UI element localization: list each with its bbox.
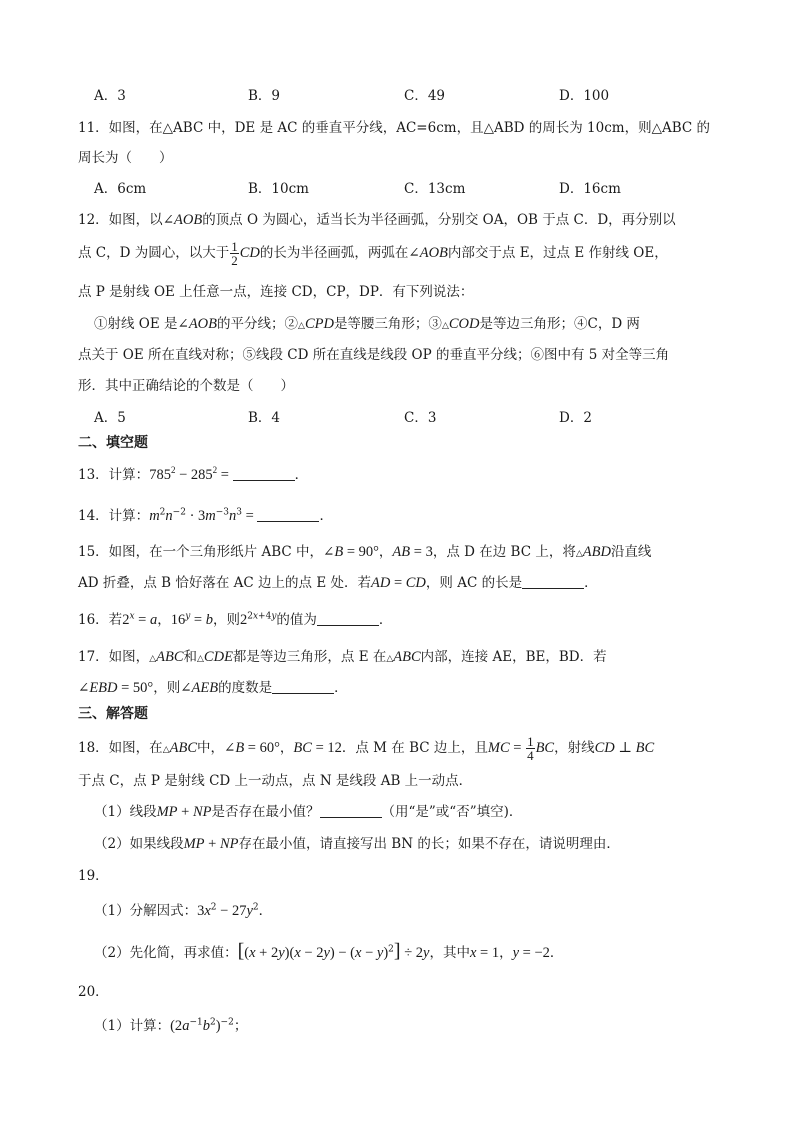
answer-blank — [320, 805, 382, 818]
fraction-one-quarter: $\frac{1}{4}$ — [527, 734, 534, 763]
q12-option-b: B．4 — [248, 410, 281, 426]
q18-line1: 18．如图，在△ABC中，∠B = 60°，BC = 12．点 M 在 BC 边上，且MC = $\frac{1}{4}$ BC，射线CD ⊥ BC — [78, 734, 655, 763]
q13: 13．计算：$785^2 - 285^2$ = ． — [78, 465, 309, 483]
q18-line2: 于点 C，点 P 是射线 CD 上一动点，点 N 是线段 AB 上一动点． — [78, 773, 473, 789]
q12-statement-line3: 形．其中正确结论的个数是（ ） — [78, 378, 294, 394]
q12-line2: 点 C，D 为圆心，以大于 $\frac{1}{2}$ CD的长为半径画弧，两弧在∠AOB内部交于点 E，过点 E 作射线 OE， — [78, 239, 668, 268]
q10-option-c: C．49 — [404, 88, 446, 104]
q15-line1: 15．如图，在一个三角形纸片 ABC 中，∠B = 90°，AB = 3，点 D 在边 BC 上，将△ABD沿直线 — [78, 544, 652, 560]
q17-line2: ∠EBD = 50°，则∠AEB的度数是 ． — [78, 680, 348, 696]
q12-statement-line2: 点关于 OE 所在直线对称；⑤线段 CD 所在直线是线段 OP 的垂直平分线；⑥图中有 5 对全等三角 — [78, 347, 670, 363]
answer-blank — [272, 681, 334, 694]
q16: 16．若$2^x = a$，$16^y = b$，则$2^{2x+4y}$的值为 ． — [78, 611, 393, 628]
fraction-one-half: $\frac{1}{2}$ — [231, 239, 238, 268]
q11-option-d: D．16cm — [559, 181, 621, 197]
q12-option-c: C．3 — [404, 410, 437, 426]
q18-part2: （2）如果线段MP + NP存在最小值，请直接写出 BN 的长；如果不存在，请说明理由． — [94, 836, 620, 852]
q12-statement-line1: ①射线 OE 是∠AOB的平分线；②△CPD是等腰三角形；③△COD是等边三角形；④C，D 两 — [94, 316, 640, 332]
q10-option-b: B．9 — [248, 88, 281, 104]
answer-blank — [233, 468, 295, 481]
q12-line3: 点 P 是射线 OE 上任意一点，连接 CD，CP，DP．有下列说法： — [78, 284, 474, 300]
q12-line1: 12．如图，以∠AOB的顶点 O 为圆心，适当长为半径画弧，分别交 OA，OB 于点 C．D，再分别以 — [78, 212, 676, 228]
q19-number: 19． — [78, 868, 109, 884]
q11-option-a: A．6cm — [94, 181, 147, 197]
q17-line1: 17．如图，△ABC和△CDE都是等边三角形，点 E 在△ABC内部，连接 AE，BE，BD．若 — [78, 649, 607, 665]
q14: 14．计算：$m^2n^{-2} \cdot 3m^{-3}n^3$ = ． — [78, 507, 333, 524]
q19-part1: （1）分解因式：$3x^2 - 27y^2$． — [94, 902, 273, 919]
answer-blank — [522, 576, 584, 589]
q12-option-d: D．2 — [559, 410, 592, 426]
answer-blank — [257, 509, 319, 522]
q11-line1: 11．如图，在△ABC 中，DE 是 AC 的垂直平分线，AC=6cm，且△ABD 的周长为 10cm，则△ABC 的 — [78, 120, 710, 136]
answer-blank — [317, 613, 379, 626]
q11-option-c: C．13cm — [404, 181, 466, 197]
q20-part1: （1）计算：$(2a^{-1}b^2)^{-2}$； — [94, 1017, 248, 1034]
q18-part1: （1）线段MP + NP是否存在最小值？ （用“是”或“否”填空)． — [94, 804, 523, 820]
q15-line2: AD 折叠，点 B 恰好落在 AC 边上的点 E 处．若AD = CD，则 AC 的长是 ． — [78, 575, 598, 591]
q11-line2: 周长为（ ） — [78, 150, 173, 166]
q10-option-a: A．3 — [94, 88, 126, 104]
q12-option-a: A．5 — [94, 410, 126, 426]
q10-option-d: D．100 — [559, 88, 610, 104]
q20-number: 20． — [78, 984, 109, 1000]
q19-part2: （2）先化简，再求值：$[(x + 2y)(x - 2y) - (x - y)^2] \div 2y$，其中x = 1，y = −2． — [94, 940, 564, 962]
section-fill-in-heading: 二、填空题 — [78, 435, 148, 451]
q11-option-b: B．10cm — [248, 181, 309, 197]
section-solution-heading: 三、解答题 — [78, 706, 148, 722]
